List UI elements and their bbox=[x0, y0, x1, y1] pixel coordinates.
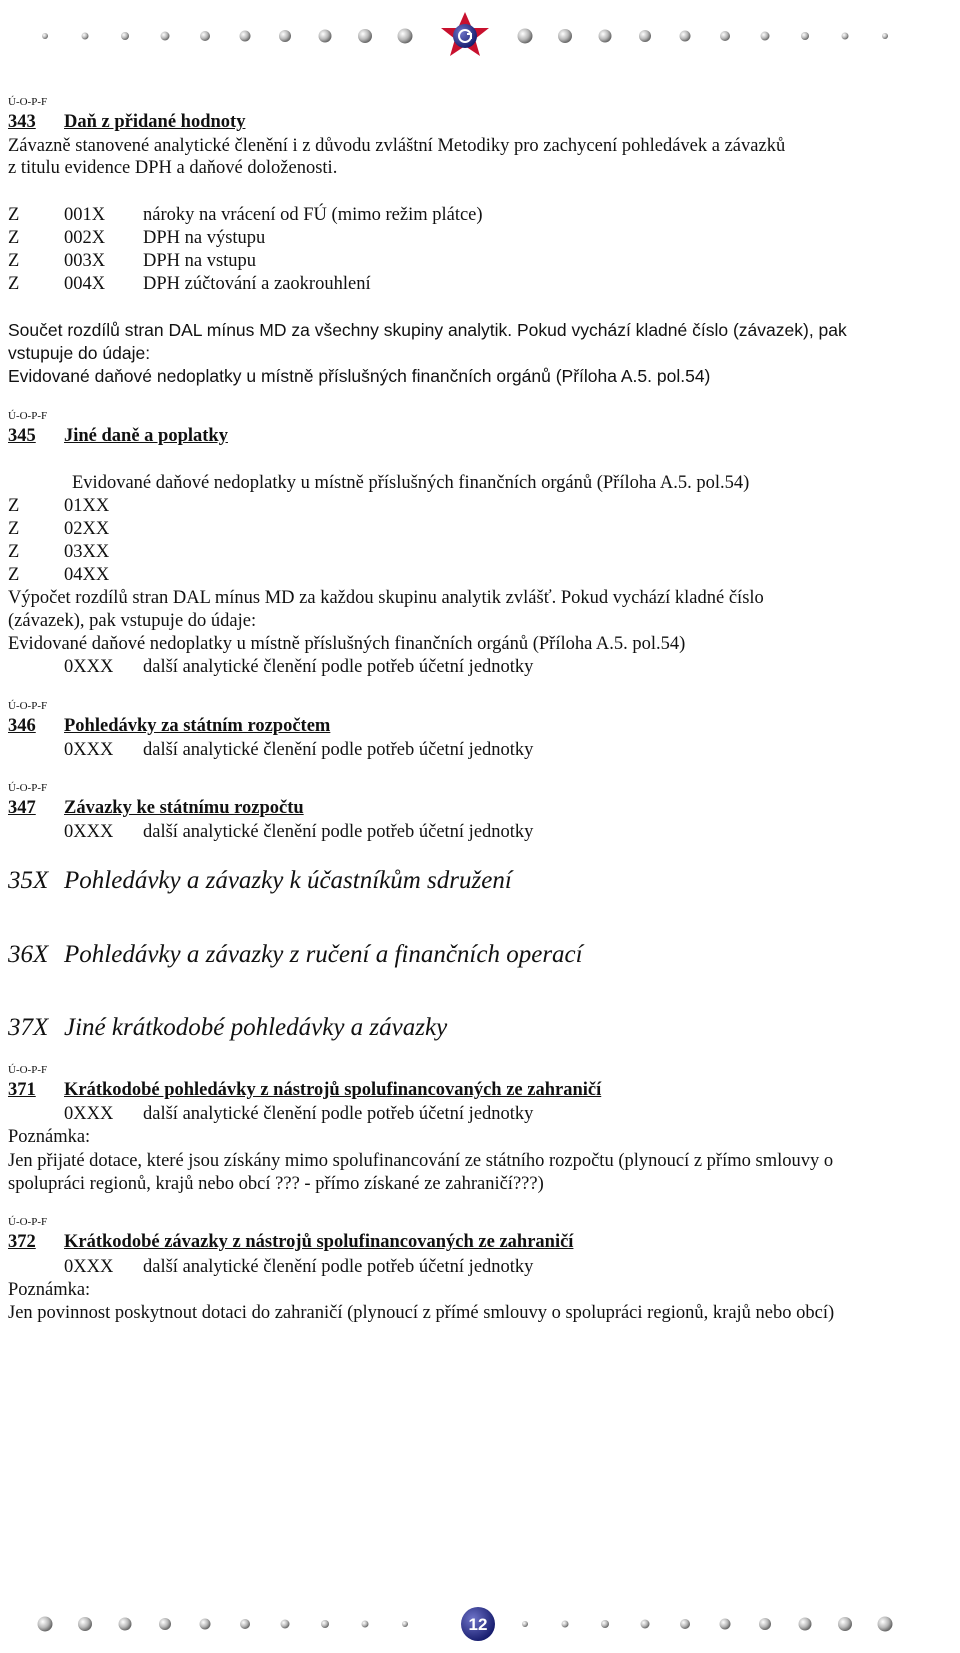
section-372-note-1: Jen povinnost poskytnout dotaci do zahraničí (plynoucí z přímé smlouvy o spolupráci regionů, krajů nebo obcí) bbox=[8, 1303, 835, 1323]
group-36-title: Pohledávky a závazky z ručení a finančních operací bbox=[64, 941, 583, 968]
section-343-intro-1: Závazně stanovené analytické členění i z důvodu zvláštní Metodiky pro zachycení pohledávek a závazků bbox=[8, 136, 786, 156]
section-343-note-3: Evidované daňové nedoplatky u místně příslušných finančních orgánů (Příloha A.5. pol.54) bbox=[8, 366, 711, 386]
group-37-title: Jiné krátkodobé pohledávky a závazky bbox=[64, 1014, 448, 1041]
row-z: Z bbox=[8, 496, 20, 516]
section-372-tag: Ú-O-P-F bbox=[8, 1216, 48, 1228]
section-371-note-label: Poznámka: bbox=[8, 1127, 91, 1147]
row-code: 01XX bbox=[64, 496, 110, 516]
section-371-tag: Ú-O-P-F bbox=[8, 1064, 48, 1076]
logo-icon bbox=[441, 12, 489, 56]
row-code: 003X bbox=[64, 251, 106, 271]
group-35-code: 35X bbox=[8, 867, 49, 894]
row-code: 0XXX bbox=[64, 740, 114, 760]
section-347-tag: Ú-O-P-F bbox=[8, 782, 48, 794]
row-code: 0XXX bbox=[64, 1104, 114, 1124]
section-371-title: Krátkodobé pohledávky z nástrojů spolufinancovaných ze zahraničí bbox=[64, 1080, 602, 1100]
row-desc: nároky na vrácení od FÚ (mimo režim plátce) bbox=[143, 205, 483, 225]
section-372-number: 372 bbox=[8, 1232, 36, 1252]
section-343-note-2: vstupuje do údaje: bbox=[8, 343, 151, 363]
row-code: 0XXX bbox=[64, 1257, 114, 1277]
page-number: 12 bbox=[468, 1615, 488, 1634]
row-code: 0XXX bbox=[64, 657, 114, 677]
section-343-intro-2: z titulu evidence DPH a daňové doloženosti. bbox=[8, 158, 338, 178]
section-347-number: 347 bbox=[8, 798, 36, 818]
row-z: Z bbox=[8, 251, 20, 271]
section-345-note-1: Výpočet rozdílů stran DAL mínus MD za každou skupinu analytik zvlášť. Pokud vychází kladné číslo bbox=[8, 588, 764, 608]
row-desc: DPH na výstupu bbox=[143, 228, 266, 248]
header-decoration bbox=[0, 10, 960, 60]
group-35-title: Pohledávky a závazky k účastníkům sdružení bbox=[64, 867, 512, 894]
row-desc: DPH na vstupu bbox=[143, 251, 257, 271]
section-343-note-1: Součet rozdílů stran DAL mínus MD za všechny skupiny analytik. Pokud vychází kladné číslo (závazek), pak bbox=[8, 320, 847, 340]
section-372-title: Krátkodobé závazky z nástrojů spolufinancovaných ze zahraničí bbox=[64, 1232, 574, 1252]
section-343-title: Daň z přidané hodnoty bbox=[64, 112, 246, 132]
section-371-note-2: spolupráci regionů, krajů nebo obcí ??? - přímo získané ze zahraničí???) bbox=[8, 1174, 544, 1194]
row-code: 0XXX bbox=[64, 822, 114, 842]
row-z: Z bbox=[8, 228, 20, 248]
section-346-title: Pohledávky za státním rozpočtem bbox=[64, 716, 331, 736]
section-343-number: 343 bbox=[8, 112, 36, 132]
section-347-title: Závazky ke státnímu rozpočtu bbox=[64, 798, 304, 818]
row-code: 03XX bbox=[64, 542, 110, 562]
section-346-number: 346 bbox=[8, 716, 36, 736]
section-372-note-label: Poznámka: bbox=[8, 1280, 91, 1300]
row-z: Z bbox=[8, 565, 20, 585]
row-z: Z bbox=[8, 205, 20, 225]
section-371-number: 371 bbox=[8, 1080, 36, 1100]
row-desc: další analytické členění podle potřeb účetní jednotky bbox=[143, 740, 534, 760]
row-desc: další analytické členění podle potřeb účetní jednotky bbox=[143, 1257, 534, 1277]
row-z: Z bbox=[8, 542, 20, 562]
section-345-subtitle: Evidované daňové nedoplatky u místně příslušných finančních orgánů (Příloha A.5. pol.54) bbox=[72, 473, 750, 493]
section-371-note-1: Jen přijaté dotace, které jsou získány mimo spolufinancování ze státního rozpočtu (plynoucí z přímo smlouvy o bbox=[8, 1151, 834, 1171]
section-345-tag: Ú-O-P-F bbox=[8, 410, 48, 422]
row-desc: další analytické členění podle potřeb účetní jednotky bbox=[143, 822, 534, 842]
section-345-number: 345 bbox=[8, 426, 36, 446]
section-345-note-3: Evidované daňové nedoplatky u místně příslušných finančních orgánů (Příloha A.5. pol.54) bbox=[8, 634, 686, 654]
footer-decoration bbox=[0, 1598, 960, 1648]
row-desc: DPH zúčtování a zaokrouhlení bbox=[143, 274, 371, 294]
row-z: Z bbox=[8, 519, 20, 539]
row-code: 02XX bbox=[64, 519, 110, 539]
row-desc: další analytické členění podle potřeb účetní jednotky bbox=[143, 657, 534, 677]
row-code: 002X bbox=[64, 228, 106, 248]
row-z: Z bbox=[8, 274, 20, 294]
row-desc: další analytické členění podle potřeb účetní jednotky bbox=[143, 1104, 534, 1124]
group-36-code: 36X bbox=[8, 941, 49, 968]
section-345-title: Jiné daně a poplatky bbox=[64, 426, 228, 446]
group-37-code: 37X bbox=[8, 1014, 49, 1041]
section-345-note-2: (závazek), pak vstupuje do údaje: bbox=[8, 611, 257, 631]
row-code: 001X bbox=[64, 205, 106, 225]
row-code: 004X bbox=[64, 274, 106, 294]
section-343-tag: Ú-O-P-F bbox=[8, 96, 48, 108]
row-code: 04XX bbox=[64, 565, 110, 585]
section-346-tag: Ú-O-P-F bbox=[8, 700, 48, 712]
